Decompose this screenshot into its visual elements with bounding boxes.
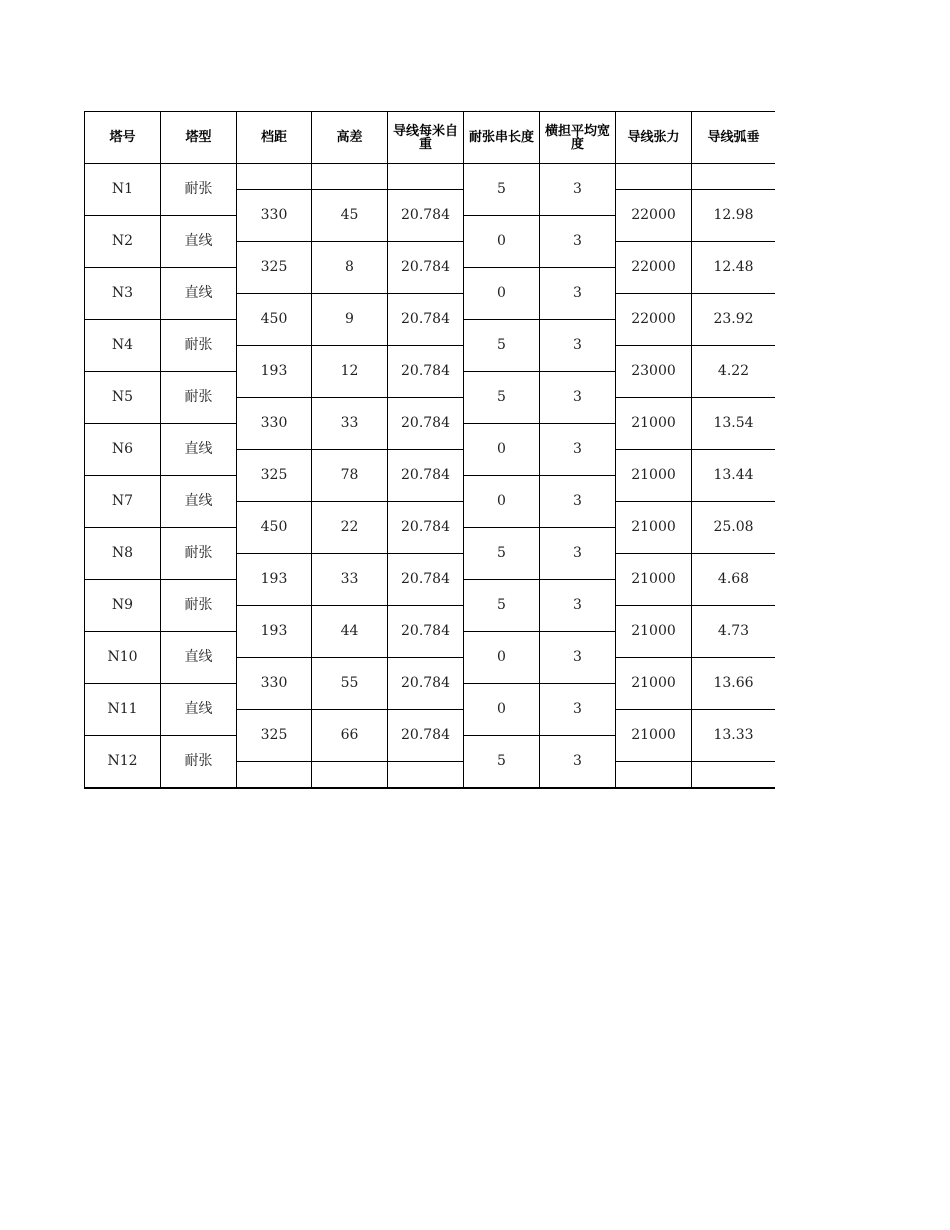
- sag-cell: 23.92: [692, 294, 775, 346]
- span-cell: 325: [237, 242, 312, 294]
- tension-cell: 22000: [616, 294, 692, 346]
- string-length-cell: 0: [464, 476, 540, 528]
- tower-id-cell: N1: [85, 164, 161, 216]
- string-length-cell: 5: [464, 320, 540, 372]
- height-diff-cell: 45: [312, 190, 388, 242]
- tension-cell: 23000: [616, 346, 692, 398]
- string-length-cell: 5: [464, 736, 540, 788]
- arm-width-cell: 3: [540, 736, 616, 788]
- tower-type-cell: 耐张: [161, 580, 237, 632]
- weight-per-meter-cell: 20.784: [388, 398, 464, 450]
- tower-type-cell: 耐张: [161, 164, 237, 216]
- span-cell: 450: [237, 502, 312, 554]
- tower-type-cell: 耐张: [161, 320, 237, 372]
- height-diff-cell: 44: [312, 606, 388, 658]
- empty-cell: [616, 164, 692, 190]
- sag-cell: 12.48: [692, 242, 775, 294]
- span-cell: 450: [237, 294, 312, 346]
- span-cell: 330: [237, 398, 312, 450]
- sag-cell: 4.73: [692, 606, 775, 658]
- tower-id-cell: N9: [85, 580, 161, 632]
- sag-cell: 13.54: [692, 398, 775, 450]
- weight-per-meter-cell: 20.784: [388, 294, 464, 346]
- sag-cell: 25.08: [692, 502, 775, 554]
- empty-cell: [237, 164, 312, 190]
- sag-cell: 13.33: [692, 710, 775, 762]
- string-length-cell: 5: [464, 372, 540, 424]
- tower-id-cell: N10: [85, 632, 161, 684]
- tower-type-cell: 直线: [161, 424, 237, 476]
- span-cell: 193: [237, 606, 312, 658]
- arm-width-cell: 3: [540, 476, 616, 528]
- span-cell: 325: [237, 450, 312, 502]
- empty-cell: [616, 762, 692, 788]
- tension-cell: 21000: [616, 554, 692, 606]
- weight-per-meter-cell: 20.784: [388, 450, 464, 502]
- arm-width-cell: 3: [540, 164, 616, 216]
- tower-type-cell: 直线: [161, 476, 237, 528]
- sag-cell: 4.68: [692, 554, 775, 606]
- span-cell: 193: [237, 554, 312, 606]
- empty-cell: [692, 164, 775, 190]
- weight-per-meter-cell: 20.784: [388, 190, 464, 242]
- tower-id-cell: N7: [85, 476, 161, 528]
- empty-cell: [388, 762, 464, 788]
- height-diff-cell: 12: [312, 346, 388, 398]
- tower-id-cell: N6: [85, 424, 161, 476]
- weight-per-meter-cell: 20.784: [388, 502, 464, 554]
- weight-per-meter-cell: 20.784: [388, 554, 464, 606]
- string-length-cell: 0: [464, 632, 540, 684]
- tower-id-cell: N12: [85, 736, 161, 788]
- height-diff-cell: 33: [312, 554, 388, 606]
- tension-cell: 21000: [616, 398, 692, 450]
- height-diff-cell: 66: [312, 710, 388, 762]
- sag-cell: 13.66: [692, 658, 775, 710]
- arm-width-cell: 3: [540, 424, 616, 476]
- header-height-diff: 高差: [312, 112, 388, 164]
- tower-id-cell: N11: [85, 684, 161, 736]
- header-string-length: 耐张串长度: [464, 112, 540, 164]
- string-length-cell: 0: [464, 216, 540, 268]
- sag-cell: 13.44: [692, 450, 775, 502]
- string-length-cell: 0: [464, 424, 540, 476]
- tower-id-cell: N2: [85, 216, 161, 268]
- tower-sag-table: [84, 111, 775, 789]
- string-length-cell: 5: [464, 580, 540, 632]
- weight-per-meter-cell: 20.784: [388, 658, 464, 710]
- empty-cell: [237, 762, 312, 788]
- string-length-cell: 5: [464, 528, 540, 580]
- tower-type-cell: 直线: [161, 632, 237, 684]
- header-tower-type: 塔型: [161, 112, 237, 164]
- height-diff-cell: 22: [312, 502, 388, 554]
- header-span: 档距: [237, 112, 312, 164]
- tension-cell: 21000: [616, 502, 692, 554]
- arm-width-cell: 3: [540, 268, 616, 320]
- arm-width-cell: 3: [540, 372, 616, 424]
- arm-width-cell: 3: [540, 632, 616, 684]
- height-diff-cell: 8: [312, 242, 388, 294]
- tower-type-cell: 耐张: [161, 528, 237, 580]
- tower-id-cell: N5: [85, 372, 161, 424]
- empty-cell: [312, 762, 388, 788]
- tension-cell: 22000: [616, 190, 692, 242]
- tension-cell: 21000: [616, 450, 692, 502]
- empty-cell: [692, 762, 775, 788]
- weight-per-meter-cell: 20.784: [388, 606, 464, 658]
- height-diff-cell: 78: [312, 450, 388, 502]
- arm-width-cell: 3: [540, 580, 616, 632]
- span-cell: 193: [237, 346, 312, 398]
- weight-per-meter-cell: 20.784: [388, 710, 464, 762]
- string-length-cell: 0: [464, 684, 540, 736]
- header-arm-width: 横担平均宽度: [540, 112, 616, 164]
- span-cell: 330: [237, 658, 312, 710]
- header-weight-per-meter: 导线每米自重: [388, 112, 464, 164]
- tower-type-cell: 直线: [161, 216, 237, 268]
- span-cell: 330: [237, 190, 312, 242]
- header-sag: 导线弧垂: [692, 112, 775, 164]
- tower-type-cell: 直线: [161, 684, 237, 736]
- height-diff-cell: 9: [312, 294, 388, 346]
- sag-cell: 4.22: [692, 346, 775, 398]
- empty-cell: [388, 164, 464, 190]
- header-tension: 导线张力: [616, 112, 692, 164]
- tension-cell: 21000: [616, 606, 692, 658]
- tower-id-cell: N8: [85, 528, 161, 580]
- height-diff-cell: 33: [312, 398, 388, 450]
- arm-width-cell: 3: [540, 320, 616, 372]
- header-tower-id: 塔号: [85, 112, 161, 164]
- string-length-cell: 5: [464, 164, 540, 216]
- tower-id-cell: N3: [85, 268, 161, 320]
- weight-per-meter-cell: 20.784: [388, 346, 464, 398]
- string-length-cell: 0: [464, 268, 540, 320]
- arm-width-cell: 3: [540, 684, 616, 736]
- tension-cell: 21000: [616, 658, 692, 710]
- arm-width-cell: 3: [540, 216, 616, 268]
- arm-width-cell: 3: [540, 528, 616, 580]
- weight-per-meter-cell: 20.784: [388, 242, 464, 294]
- empty-cell: [312, 164, 388, 190]
- tension-cell: 22000: [616, 242, 692, 294]
- height-diff-cell: 55: [312, 658, 388, 710]
- tower-id-cell: N4: [85, 320, 161, 372]
- span-cell: 325: [237, 710, 312, 762]
- tower-type-cell: 耐张: [161, 372, 237, 424]
- tower-type-cell: 直线: [161, 268, 237, 320]
- tension-cell: 21000: [616, 710, 692, 762]
- tower-type-cell: 耐张: [161, 736, 237, 788]
- sag-cell: 12.98: [692, 190, 775, 242]
